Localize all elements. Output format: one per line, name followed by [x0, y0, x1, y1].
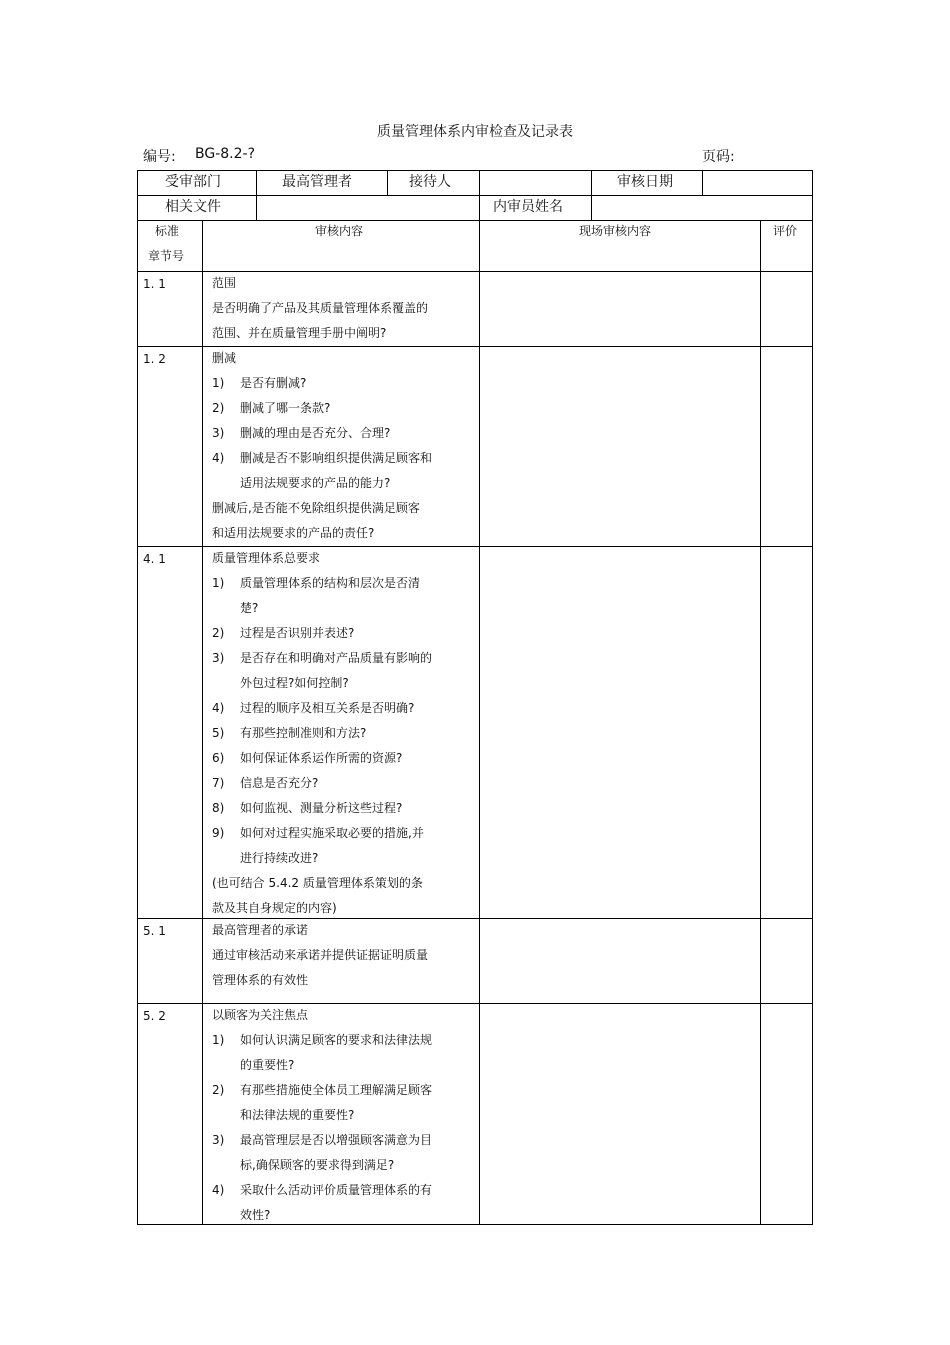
header-receiver: 接待人 — [409, 174, 451, 190]
page-title: 质量管理体系内审检查及记录表 — [377, 124, 573, 140]
content-line: (也可结合 5.4.2 质量管理体系策划的条 — [212, 876, 423, 890]
content-line: 和适用法规要求的产品的责任? — [212, 526, 375, 540]
item-text: 信息是否充分? — [240, 776, 319, 790]
header-auditor-name: 内审员姓名 — [493, 199, 563, 215]
header-standard: 标准 — [155, 224, 180, 238]
item-text: 过程的顺序及相互关系是否明确? — [240, 701, 415, 715]
content-line — [212, 646, 474, 671]
content-line: 标,确保顾客的要求得到满足? — [240, 1158, 395, 1172]
section-clause-number: 1. 1 — [143, 277, 166, 291]
item-text: 最高管理层是否以增强顾客满意为目 — [240, 1133, 433, 1147]
content-line — [212, 1178, 474, 1203]
section-audit-content — [212, 271, 474, 346]
item-text: 有那些控制准则和方法? — [240, 726, 367, 740]
content-line: 楚? — [240, 601, 259, 615]
content-line: 质量管理体系总要求 — [212, 551, 321, 565]
content-line: 范围 — [212, 276, 237, 290]
item-text: 是否有删减? — [240, 376, 307, 390]
content-line: 适用法规要求的产品的能力? — [240, 476, 391, 490]
form-code-label: 编号: — [143, 149, 176, 165]
content-line: 范围、并在质量管理手册中阐明? — [212, 326, 387, 340]
item-number: 2) — [212, 1083, 225, 1097]
content-line: 是否明确了产品及其质量管理体系覆盖的 — [212, 301, 429, 315]
content-line: 款及其自身规定的内容) — [212, 901, 337, 915]
content-line: 和法律法规的重要性? — [240, 1108, 355, 1122]
section-audit-content — [212, 346, 474, 546]
section-audit-content — [212, 918, 474, 993]
item-number: 4) — [212, 1183, 225, 1197]
item-number: 3) — [212, 1133, 225, 1147]
item-number: 1) — [212, 376, 225, 390]
content-line: 管理体系的有效性 — [212, 973, 309, 987]
content-line: 删减后,是否能不免除组织提供满足顾客 — [212, 501, 420, 515]
page-number-label: 页码: — [702, 149, 735, 165]
content-line: 以顾客为关注焦点 — [212, 1008, 309, 1022]
section-clause-number: 1. 2 — [143, 352, 166, 366]
item-text: 有那些措施使全体员工理解满足顾客 — [240, 1083, 433, 1097]
section-audit-content — [212, 1003, 474, 1228]
content-line: 最高管理者的承诺 — [212, 923, 309, 937]
content-line — [212, 796, 474, 821]
content-line: 效性? — [240, 1208, 271, 1222]
section-clause-number: 5. 2 — [143, 1009, 166, 1023]
item-text: 是否存在和明确对产品质量有影响的 — [240, 651, 433, 665]
item-text: 如何保证体系运作所需的资源? — [240, 751, 403, 765]
item-text: 过程是否识别并表述? — [240, 626, 355, 640]
header-related-docs: 相关文件 — [165, 199, 221, 215]
content-line — [212, 1078, 474, 1103]
item-number: 2) — [212, 401, 225, 415]
item-text: 删减是否不影响组织提供满足顾客和 — [240, 451, 433, 465]
item-number: 3) — [212, 651, 225, 665]
item-text: 删减了哪一条款? — [240, 401, 331, 415]
content-line — [212, 421, 474, 446]
item-number: 1) — [212, 1033, 225, 1047]
item-text: 如何监视、测量分析这些过程? — [240, 801, 403, 815]
item-number: 3) — [212, 426, 225, 440]
item-number: 5) — [212, 726, 225, 740]
content-line — [212, 771, 474, 796]
item-number: 4) — [212, 451, 225, 465]
item-number: 1) — [212, 576, 225, 590]
header-audited-dept: 受审部门 — [165, 174, 221, 190]
content-line — [212, 1128, 474, 1153]
item-number: 7) — [212, 776, 225, 790]
content-line — [212, 696, 474, 721]
content-line: 通过审核活动来承诺并提供证据证明质量 — [212, 948, 429, 962]
header-audit-date: 审核日期 — [617, 174, 673, 190]
header-audit-content: 审核内容 — [315, 224, 364, 238]
header-onsite-content: 现场审核内容 — [579, 224, 652, 238]
header-top-management: 最高管理者 — [282, 174, 352, 190]
content-line — [212, 821, 474, 846]
content-line — [212, 621, 474, 646]
content-line — [212, 396, 474, 421]
item-number: 8) — [212, 801, 225, 815]
content-line: 外包过程?如何控制? — [240, 676, 349, 690]
section-audit-content — [212, 546, 474, 921]
content-line: 的重要性? — [240, 1058, 295, 1072]
content-line: 进行持续改进? — [240, 851, 319, 865]
form-code-value: BG-8.2-? — [195, 146, 256, 162]
content-line — [212, 371, 474, 396]
header-clause-number: 章节号 — [148, 249, 185, 263]
section-clause-number: 5. 1 — [143, 924, 166, 938]
item-number: 9) — [212, 826, 225, 840]
content-line: 删减 — [212, 351, 237, 365]
item-text: 质量管理体系的结构和层次是否清 — [240, 576, 421, 590]
item-number: 4) — [212, 701, 225, 715]
section-clause-number: 4. 1 — [143, 552, 166, 566]
item-number: 2) — [212, 626, 225, 640]
item-number: 6) — [212, 751, 225, 765]
content-line — [212, 1028, 474, 1053]
content-line — [212, 721, 474, 746]
item-text: 删减的理由是否充分、合理? — [240, 426, 391, 440]
item-text: 如何认识满足顾客的要求和法律法规 — [240, 1033, 433, 1047]
audit-checklist-table — [137, 170, 813, 1225]
content-line — [212, 746, 474, 771]
header-evaluation: 评价 — [773, 224, 798, 238]
item-text: 采取什么活动评价质量管理体系的有 — [240, 1183, 433, 1197]
item-text: 如何对过程实施采取必要的措施,并 — [240, 826, 424, 840]
content-line — [212, 446, 474, 471]
content-line — [212, 571, 474, 596]
